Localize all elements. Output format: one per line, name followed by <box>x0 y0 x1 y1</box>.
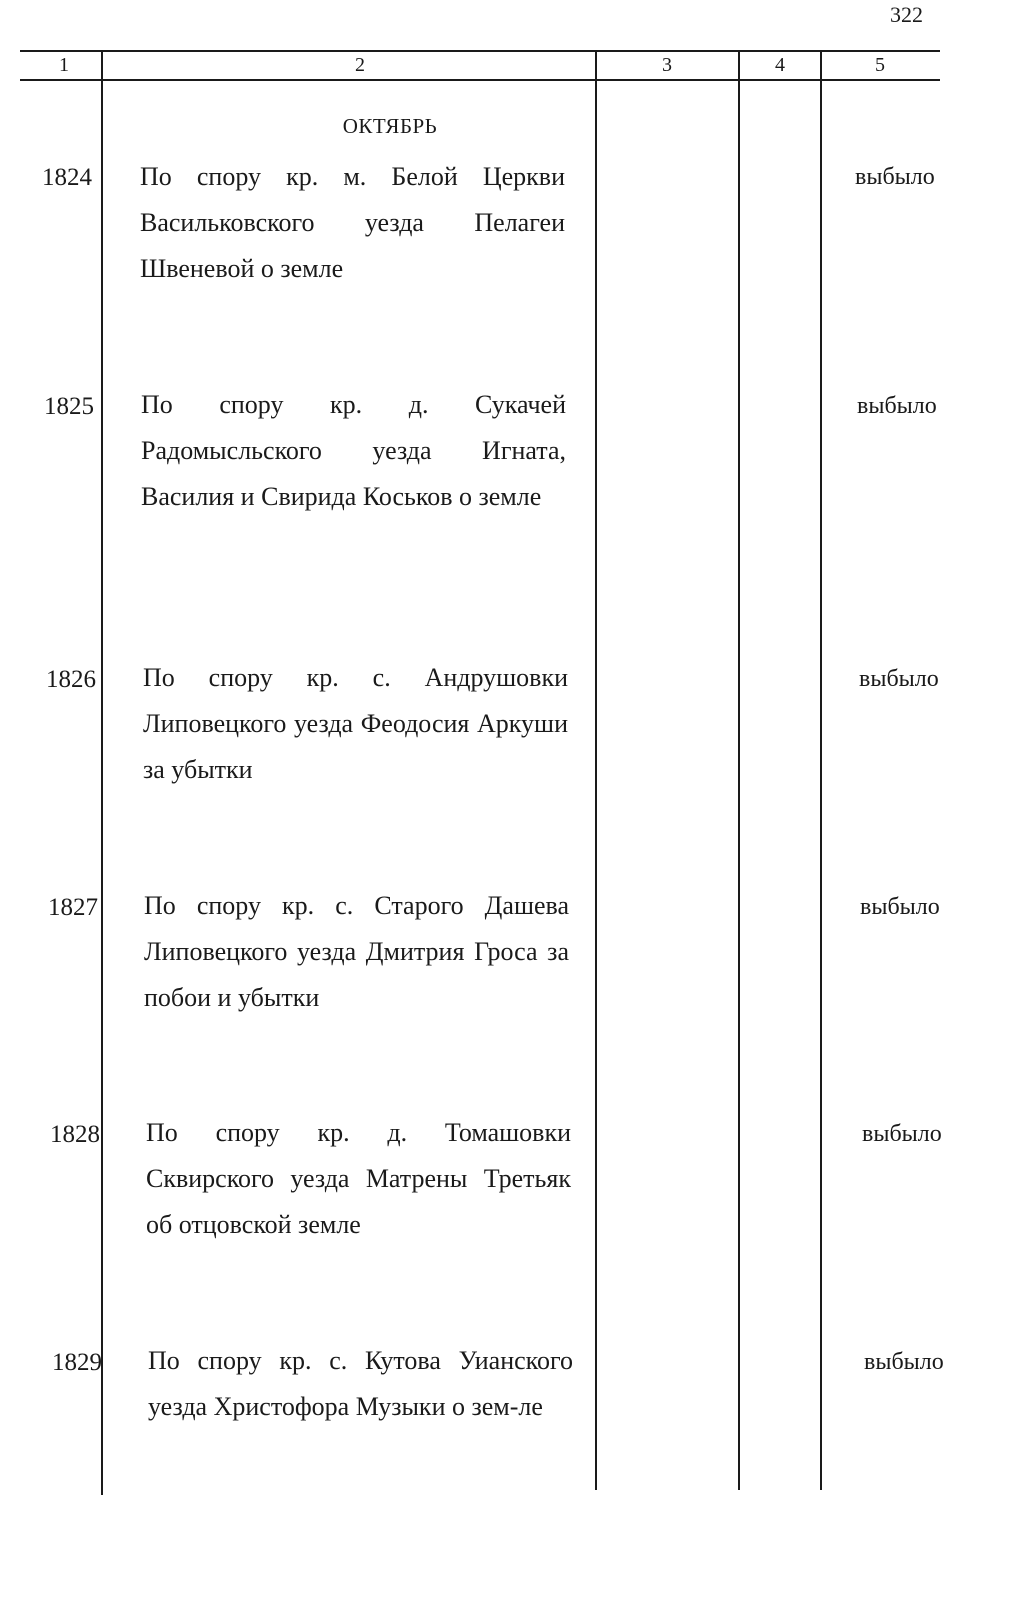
row-status: выбыло <box>860 894 940 920</box>
column-header-3: 3 <box>662 54 672 76</box>
column-divider-2 <box>595 50 597 1490</box>
column-header-1: 1 <box>59 54 69 76</box>
row-status: выбыло <box>855 164 935 190</box>
row-description: По спору кр. с. Андрушовки Липовецкого уезда Феодосия Аркуши за убытки <box>143 663 568 784</box>
row-number: 1827 <box>48 894 98 921</box>
header-top-rule <box>20 50 940 52</box>
month-heading: ОКТЯБРЬ <box>342 114 438 138</box>
column-divider-4 <box>820 50 822 1490</box>
row-status: выбыло <box>857 393 937 419</box>
row-number: 1826 <box>46 666 96 693</box>
row-number: 1825 <box>44 393 94 420</box>
column-divider-1 <box>101 50 103 1495</box>
row-description: По спору кр. м. Белой Церкви Васильковского уезда Пелагеи Швеневой о земле <box>140 162 565 283</box>
row-status: выбыло <box>859 666 939 692</box>
row-status: выбыло <box>862 1121 942 1147</box>
row-number: 1824 <box>42 164 92 191</box>
row-status: выбыло <box>864 1349 944 1375</box>
header-bottom-rule <box>20 79 940 81</box>
row-description: По спору кр. с. Старого Дашева Липовецкого уезда Дмитрия Гроса за побои и убытки <box>144 891 569 1012</box>
column-header-5: 5 <box>875 54 885 76</box>
column-header-2: 2 <box>355 54 365 76</box>
row-description: По спору кр. с. Кутова Уианского уезда Христофора Музыки о зем-ле <box>148 1346 573 1421</box>
row-number: 1829 <box>52 1349 102 1376</box>
row-number: 1828 <box>50 1121 100 1148</box>
row-description: По спору кр. д. Сукачей Радомысльского уезда Игната, Василия и Свирида Коськов о земле <box>141 390 566 511</box>
page-number: 322 <box>890 2 923 27</box>
row-description: По спору кр. д. Томашовки Сквирского уезда Матрены Третьяк об отцовской земле <box>146 1118 571 1239</box>
column-divider-3 <box>738 50 740 1490</box>
column-header-4: 4 <box>775 54 785 76</box>
